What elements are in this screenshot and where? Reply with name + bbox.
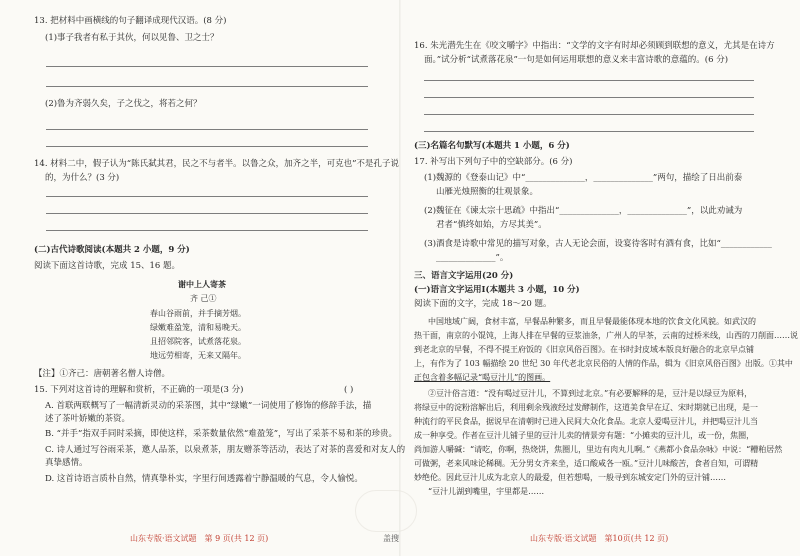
section-2-intro: 阅读下面这首诗歌，完成 15、16 题。 bbox=[34, 261, 181, 271]
passage-line: 上，有作为了 103 幅描绘 20 世纪 30 年代老北京民俗的人情的作品，辑为《旧京风俗百图》出版。①其中 bbox=[414, 359, 793, 368]
q14-line-1: 14. 材料二中，假子认为“陈氏弑其君，民之不与者半。以鲁之众，加齐之半，可克也”不是孔子说 bbox=[34, 159, 399, 169]
section-4-subtitle: (一)语言文字运用Ⅰ(本题共 3 小题，10 分) bbox=[414, 285, 580, 295]
q17-item-3-cont[interactable]: ______________”。 bbox=[436, 253, 509, 263]
q15-option-d: D. 这首诗语言质朴自然，情真挚朴实，字里行间透露着宁静温暖的气息，令人愉悦。 bbox=[45, 474, 363, 484]
q14-line-2: 的，为什么？(3 分) bbox=[45, 173, 120, 183]
q13-title: 13. 把材料中画横线的句子翻译成现代汉语。(8 分) bbox=[34, 16, 227, 26]
section-2-title: (二)古代诗歌阅读(本题共 2 小题，9 分) bbox=[34, 245, 190, 255]
section-4-title: 三、语言文字运用(20 分) bbox=[414, 271, 514, 281]
q17-item-2[interactable]: (2)魏征在《谏太宗十思疏》中指出“______________，______________”，以此劝诫为 bbox=[424, 206, 743, 216]
q16-line-1: 16. 朱光潜先生在《咬文嚼字》中指出：“文学的文字有时却必须顾到联想的意义，尤其是在诗方 bbox=[414, 41, 775, 51]
passage-line: 到老北京的早餐，不得不提王府饭的《旧京风俗百图》。在书时封皮域本版良好融合的北京早点铺 bbox=[414, 345, 754, 354]
q17-item-2-cont: 君者“慎终如始，方尽其美”。 bbox=[436, 220, 547, 230]
right-page bbox=[400, 0, 800, 556]
q17-item-1[interactable]: (1)魏源的《登泰山记》中“______________，______________”两句，描绘了日出前泰 bbox=[424, 173, 743, 183]
answer-line[interactable] bbox=[46, 213, 368, 214]
passage-line: 将绿豆中的淀粉溶解出后，利用剩余残液经过发酵制作，这道美食早在辽、宋时期就已出现，是一 bbox=[414, 403, 758, 412]
q15-answer-paren[interactable]: ( ) bbox=[344, 385, 354, 395]
passage-line: 成一种享受。作者在豆汁儿铺子里的豆汁儿卖的情景旁有题：“小摊卖的豆汁儿，或一份，焦圈， bbox=[414, 431, 755, 440]
passage-line: 正包含着多幅记录“喝豆汁儿”的图画。 bbox=[414, 373, 551, 382]
answer-line[interactable] bbox=[46, 146, 368, 147]
answer-line[interactable] bbox=[46, 66, 368, 67]
poem-line-3: 且招邻院客，试煮落花泉。 bbox=[150, 337, 246, 346]
answer-line[interactable] bbox=[424, 80, 754, 81]
poem-author: 齐 己① bbox=[190, 294, 217, 303]
answer-line[interactable] bbox=[424, 114, 754, 115]
answer-line[interactable] bbox=[46, 196, 368, 197]
poem-title: 谢中上人寄茶 bbox=[178, 279, 226, 289]
passage-line: 热干面，南京的小馄饨，上海人排在早餐的豆浆油条，广州人的早茶，云南的过桥米线，山西的刀削面……说 bbox=[414, 331, 798, 340]
passage-line: ②豆汁俗言道：“没有喝过豆汁儿，不算到过北京。”有必要解释的是，豆汁是以绿豆为原料， bbox=[428, 389, 753, 398]
q13-sentence-1: (1)事子我者有私于其伙，何以见鲁、卫之士？ bbox=[45, 33, 219, 43]
answer-line[interactable] bbox=[424, 131, 754, 132]
poem-line-4: 地远劳相寄，无来又隔年。 bbox=[150, 351, 246, 360]
q15-option-c-cont: 真挚感情。 bbox=[45, 458, 88, 468]
q15-option-c: C. 诗人通过写谷雨采茶，邀人品茶，以泉煮茶，朋友赠茶等活动，表达了对茶的喜爱和对友人的 bbox=[45, 445, 406, 455]
passage-line: 妙绝伦。因此豆汁儿成为北京人的最爱，但若想喝，一般寻到东城安定门外的豆汁铺…… bbox=[414, 473, 726, 482]
passage-line: 可做粥，老来风味论稀稠。无分男女齐来坐，适口酸咸各一瓯。”豆汁儿味酸苦，食者自知，可谓精 bbox=[414, 459, 759, 468]
q15-option-b: B. “并手”指双手同时采摘，即使这样，采茶数量依然“难盈笼”，写出了采茶不易和茶的珍贵。 bbox=[45, 429, 398, 439]
answer-line[interactable] bbox=[46, 86, 368, 87]
q16-line-2: 面。”试分析“试煮落花泉”一句是如何运用联想的意义来丰富诗歌的意蕴的。(6 分) bbox=[424, 55, 729, 65]
answer-line[interactable] bbox=[46, 129, 368, 130]
q17-item-1-cont: 山雁光烛照衡的壮观景象。 bbox=[436, 187, 539, 197]
poem-note: 【注】①齐己：唐朝著名僧人诗僧。 bbox=[34, 369, 171, 379]
passage-line: “豆汁儿湖到嘴里，宇里都是…… bbox=[428, 487, 545, 496]
page-footer-right: 山东专版·语文试题 第10页(共 12 页) bbox=[530, 534, 669, 543]
q17-item-3[interactable]: (3)酒食是诗歌中常见的描写对象，古人无论会面，设宴待客时有酒有食，比如“____________ bbox=[424, 239, 772, 249]
poem-line-1: 春山谷雨前，并手摘芳烟。 bbox=[150, 309, 246, 318]
section-4-intro: 阅读下面的文字，完成 18～20 题。 bbox=[414, 299, 552, 309]
q15-option-a: A. 首联两联概写了一幅清新灵动的采茶图，其中“绿嫩”一词使用了修饰的修辞手法，描 bbox=[45, 401, 372, 411]
answer-line[interactable] bbox=[424, 97, 754, 98]
passage-line: 种流行的平民食品，据说早在清朝时已进入民间大众化食品。北京人爱喝豆汁儿，并把喝豆汁儿当 bbox=[414, 417, 758, 426]
q13-sentence-2: (2)鲁为齐弱久矣，子之伐之，将若之何？ bbox=[45, 99, 202, 109]
stamp-text: 盖搜 bbox=[383, 534, 399, 543]
answer-line[interactable] bbox=[46, 230, 368, 231]
poem-line-2: 绿嫩难盈笼，清和易晚天。 bbox=[150, 323, 246, 332]
section-3-title: (三)名篇名句默写(本题共 1 小题，6 分) bbox=[414, 141, 570, 151]
q17-title: 17. 补写出下列句子中的空缺部分。(6 分) bbox=[414, 157, 573, 167]
q15-option-a-cont: 述了茶叶娇嫩的茶资。 bbox=[45, 414, 131, 424]
passage-line: 中国地域广阔，食材丰富，早餐品种繁多，而且早餐最能体现本地的饮食文化风貌。如武汉的 bbox=[428, 317, 756, 326]
page-footer-left: 山东专版·语文试题 第 9 页(共 12 页) bbox=[130, 534, 269, 543]
q15-title: 15. 下列对这首诗的理解和赏析，不正确的一项是(3 分) bbox=[34, 385, 244, 395]
passage-line: 尚加游人嚼碱：“请吃，你啊，热烧饼，焦圈儿，里边有肉丸儿啊。”《燕都小食品杂咏》中说：“糟粕居然 bbox=[414, 445, 783, 454]
